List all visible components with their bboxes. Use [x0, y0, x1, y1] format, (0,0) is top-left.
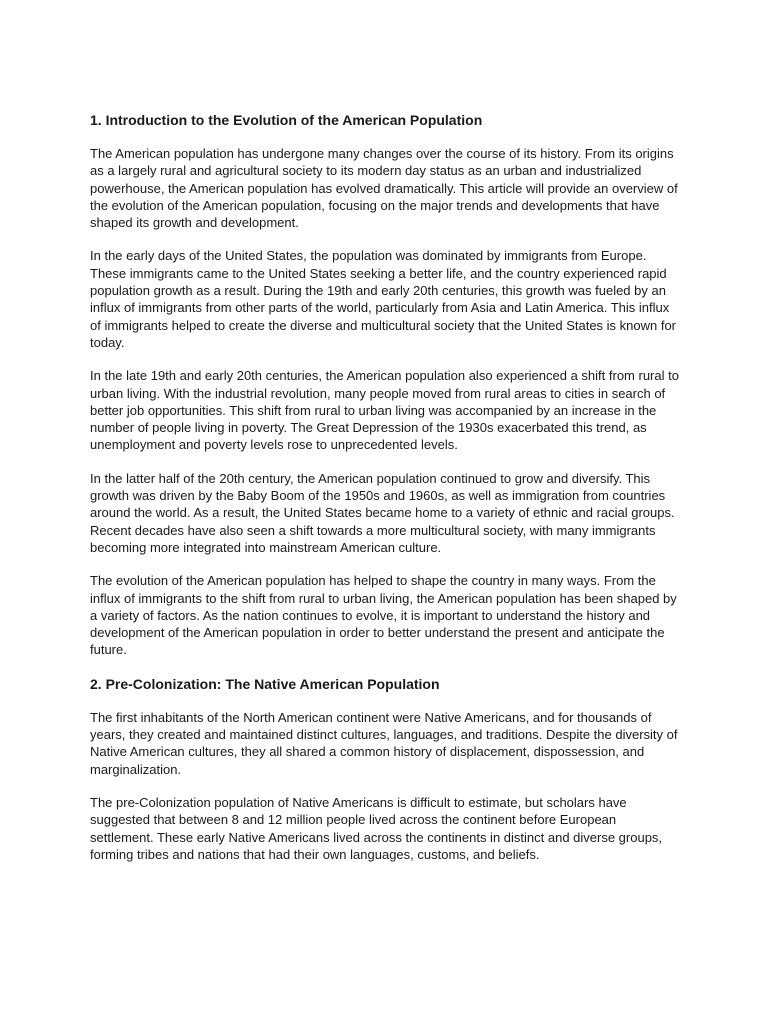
paragraph: In the late 19th and early 20th centuries, the American population also experienced a shift from rural to urban living. With the industrial revolution, many people moved from rural areas to cities in search of better job opportunities. This shift from rural to urban living was accompanied by an increase in the number of people living in poverty. The Great Depression of the 1930s exacerbated this trend, as unemployment and poverty levels rose to unprecedented levels.	[90, 368, 679, 453]
section-heading: 2. Pre-Colonization: The Native American Population	[90, 675, 440, 692]
paragraph: The American population has undergone many changes over the course of its history. From its origins as a largely rural and agricultural society to its modern day status as an urban and industrialized powerhouse, the American population has evolved dramatically. This article will provide an overview of the evolution of the American population, focusing on the major trends and developments that have shaped its growth and development.	[90, 146, 678, 231]
paragraph: The first inhabitants of the North American continent were Native Americans, and for thousands of years, they created and maintained distinct cultures, languages, and traditions. Despite the diversity of Native American cultures, they all shared a common history of displacement, dispossession, and marginalization.	[90, 709, 678, 777]
paragraph: The evolution of the American population has helped to shape the country in many ways. From the influx of immigrants to the shift from rural to urban living, the American population has been shaped by a variety of factors. As the nation continues to evolve, it is important to understand the history and development of the American population in order to better understand the present and anticipate the future.	[90, 573, 677, 658]
paragraph: In the latter half of the 20th century, the American population continued to grow and diversify. This growth was driven by the Baby Boom of the 1950s and 1960s, as well as immigration from countries around the world. As a result, the United States became home to a variety of ethnic and racial groups. Recent decades have also seen a shift towards a more multicultural society, with many immigrants becoming more integrated into mainstream American culture.	[90, 470, 675, 555]
section-heading: 1. Introduction to the Evolution of the American Population	[90, 112, 483, 128]
document-body	[90, 111, 680, 879]
paragraph: The pre-Colonization population of Native Americans is difficult to estimate, but scholars have suggested that between 8 and 12 million people lived across the continent before European settlement. These early Native Americans lived across the continents in distinct and diverse groups, forming tribes and nations that had their own languages, customs, and beliefs.	[90, 794, 663, 862]
paragraph: In the early days of the United States, the population was dominated by immigrants from Europe. These immigrants came to the United States seeking a better life, and the country experienced rapid population growth as a result. During the 19th and early 20th centuries, this growth was fueled by an influx of immigrants from other parts of the world, particularly from Asia and Latin America. This influx of immigrants helped to create the diverse and multicultural society that the United States is known for today.	[90, 248, 677, 350]
